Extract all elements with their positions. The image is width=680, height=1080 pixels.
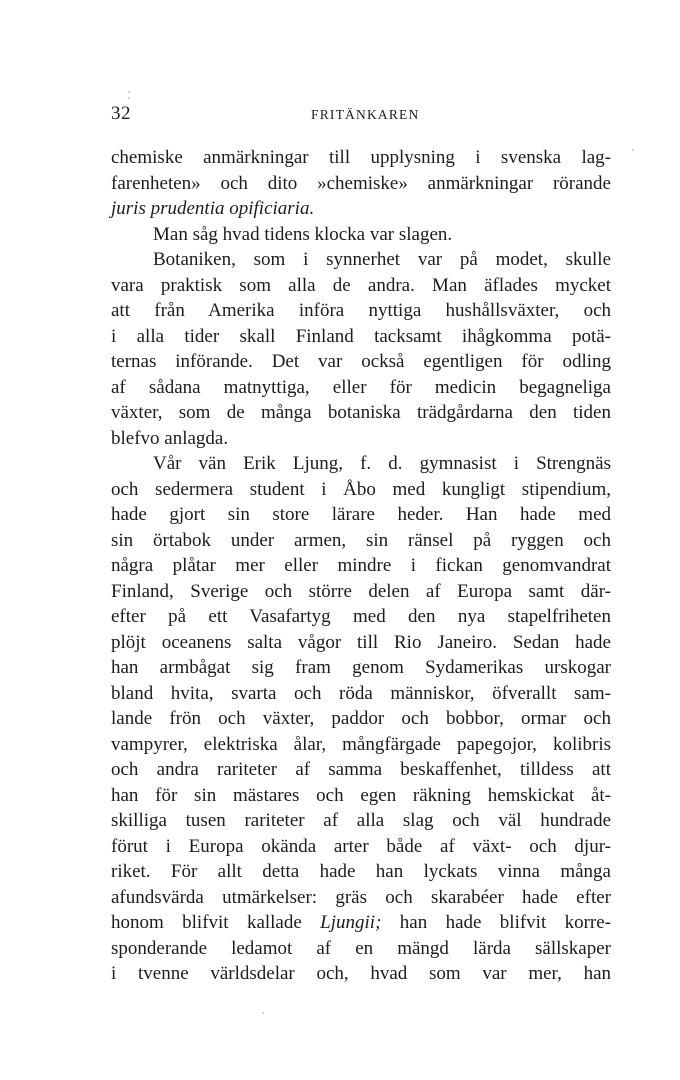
- text-line: ternas införande. Det var också egentligen för odling: [111, 351, 611, 372]
- text-line: plöjt oceanens salta vågor till Rio Janeiro. Sedan hade: [111, 631, 611, 653]
- text-line: förut i Europa okända arter både af växt- och djur-: [111, 835, 611, 857]
- text-line: af sådana matnyttiga, eller för medicin begagneliga: [111, 376, 611, 398]
- text-line: Finland, Sverige och större delen af Europa samt där-: [111, 580, 611, 602]
- page-number: 32: [111, 103, 131, 124]
- text-line: växter, som de många botaniska trädgårdarna den tiden: [111, 402, 611, 423]
- text-line: Man såg hvad tidens klocka var slagen.: [153, 223, 453, 245]
- scan-speck: [262, 1012, 264, 1014]
- text-line: afundsvärda utmärkelser: gräs och skarabéer hade efter: [111, 886, 611, 908]
- text-line: juris prudentia opificiaria.: [111, 198, 315, 219]
- text-line: och andra rariteter af samma beskaffenhet, tilldess att: [111, 759, 611, 780]
- text-line: han för sin mästares och egen räkning hemskickat åt-: [111, 784, 611, 806]
- text-line: honom blifvit kallade Ljungii; han hade blifvit korre-: [111, 912, 612, 933]
- text-line: sin örtabok under armen, sin ränsel på ryggen och: [111, 529, 611, 551]
- text-line: hade gjort sin store lärare heder. Han hade med: [111, 504, 611, 525]
- text-line: i alla tider skall Finland tacksamt ihågkomma potä-: [111, 325, 611, 347]
- text-line: och sedermera student i Åbo med kungligt stipendium,: [111, 478, 611, 500]
- text-line: chemiske anmärkningar till upplysning i svenska lag-: [111, 147, 611, 168]
- text-line: några plåtar mer eller mindre i fickan genomvandrat: [111, 555, 611, 576]
- text-line: blefvo anlagda.: [111, 427, 229, 449]
- text-line: riket. För allt detta hade han lyckats vinna många: [111, 861, 611, 882]
- text-line: Botaniken, som i synnerhet var på modet, skulle: [153, 249, 611, 270]
- text-line: vara praktisk som alla de andra. Man äflades mycket: [111, 274, 611, 296]
- scan-speck: [632, 149, 634, 151]
- text-line: farenheten» och dito »chemiske» anmärkningar rörande: [111, 172, 611, 194]
- text-line: han armbågat sig fram genom Sydamerikas urskogar: [111, 657, 611, 678]
- text-line: Vår vän Erik Ljung, f. d. gymnasist i Strengnäs: [153, 453, 611, 474]
- text-line: vampyrer, elektriska ålar, mångfärgade papegojor, kolibris: [111, 733, 611, 755]
- scan-speck: [128, 91, 130, 93]
- text-line: sponderande ledamot af en mängd lärda sällskaper: [111, 937, 611, 959]
- text-line: i tvenne världsdelar och, hvad som var mer, han: [111, 963, 611, 984]
- text-line: efter på ett Vasafartyg med den nya stapelfriheten: [111, 606, 611, 627]
- italic-word: Ljungii;: [320, 912, 382, 933]
- page-header: [111, 103, 611, 129]
- running-title: FRITÄNKAREN: [311, 107, 420, 122]
- body-text: [111, 145, 611, 987]
- scan-speck: [128, 97, 130, 99]
- text-line: lande frön och växter, paddor och bobbor, ormar och: [111, 708, 611, 729]
- text-line: bland hvita, svarta och röda människor, öfverallt sam-: [111, 682, 611, 704]
- text-line: att från Amerika införa nyttiga hushållsväxter, och: [111, 300, 611, 321]
- text-line: skilliga tusen rariteter af alla slag och väl hundrade: [111, 810, 611, 831]
